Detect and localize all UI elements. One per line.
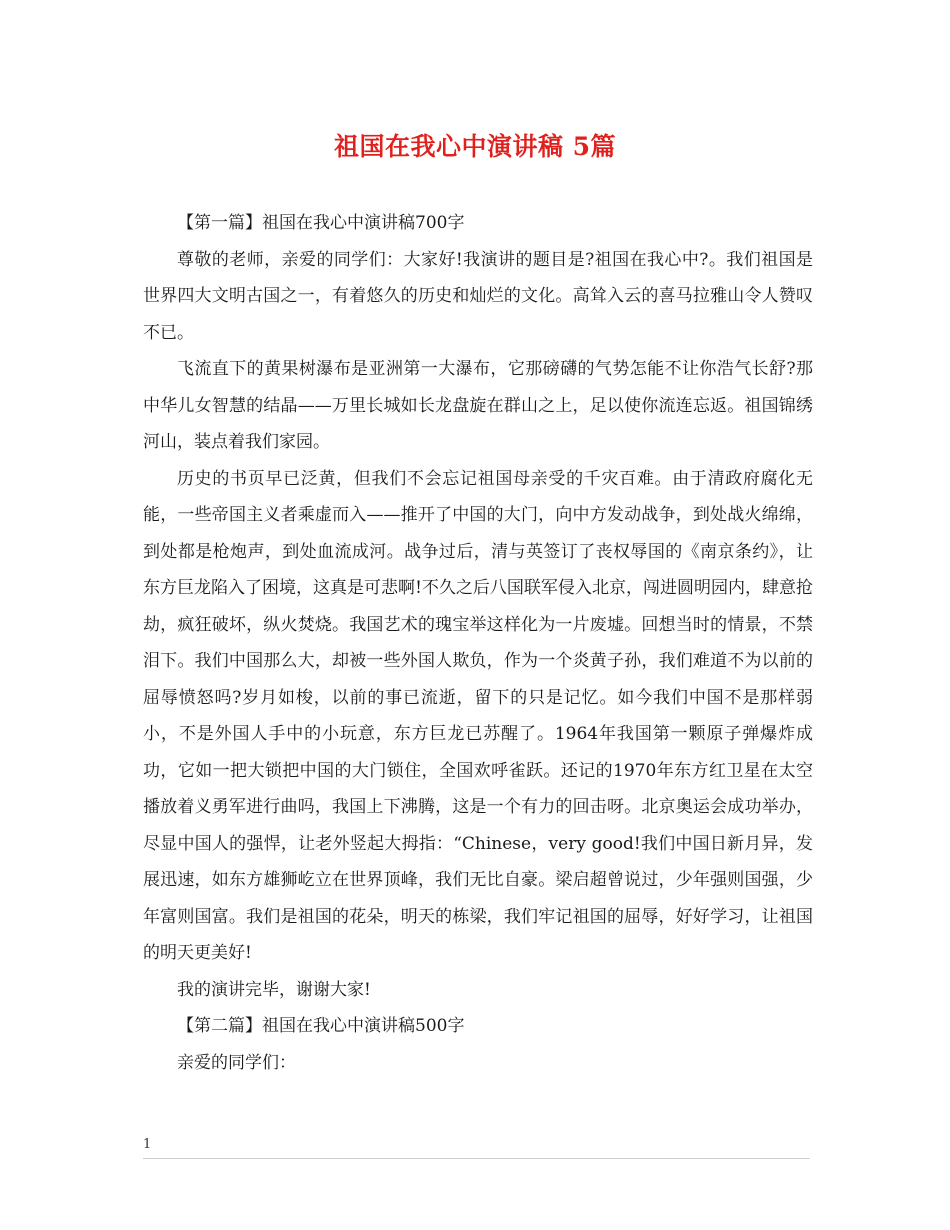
document-body	[143, 205, 813, 1081]
section-heading-2: 【第二篇】祖国在我心中演讲稿500字	[177, 1016, 465, 1036]
paragraph: 尊敬的老师，亲爱的同学们：大家好!我演讲的题目是?祖国在我心中?。我们祖国是世界四大文明古国之一，有着悠久的历史和灿烂的文化。高耸入云的喜马拉雅山令人赞叹不已。	[143, 249, 813, 343]
paragraph: 亲爱的同学们：	[177, 1052, 296, 1073]
paragraph: 历史的书页早已泛黄，但我们不会忘记祖国母亲受的千灾百难。由于清政府腐化无能，一些帝国主义者乘虚而入——推开了中国的大门，向中方发动战争，到处战火绵绵，到处都是枪炮声，到处血流成河。战争过后，清与英签订了丧权辱国的《南京条约》，让东方巨龙陷入了困境，这真是可悲啊!不久之后八国联军侵入北京，闯进圆明园内，肆意抢劫，疯狂破坏，纵火焚烧。我国艺术的瑰宝举这样化为一片废墟。回想当时的情景，不禁泪下。我们中国那么大，却被一些外国人欺负，作为一个炎黄子孙，我们难道不为以前的屈辱愤怒吗?岁月如梭，以前的事已流逝，留下的只是记忆。如今我们中国不是那样弱小，不是外国人手中的小玩意，东方巨龙已苏醒了。1964年我国第一颗原子弹爆炸成功，它如一把大锁把中国的大门锁住，全国欢呼雀跃。还记的1970年东方红卫星在太空播放着义勇军进行曲吗，我国上下沸腾，这是一个有力的回击呀。北京奥运会成功举办，尽显中国人的强悍，让老外竖起大拇指：“Chinese，very good!我们中国日新月异，发展迅速，如东方雄狮屹立在世界顶峰，我们无比自豪。梁启超曾说过，少年强则国强，少年富则国富。我们是祖国的花朵，明天的栋梁，我们牢记祖国的屈辱，好好学习，让祖国的明天更美好!	[143, 468, 813, 963]
section-heading-1: 【第一篇】祖国在我心中演讲稿700字	[177, 213, 465, 233]
document-title: 祖国在我心中演讲稿 5篇	[333, 132, 617, 161]
page-number: 1	[143, 1137, 152, 1152]
paragraph: 我的演讲完毕，谢谢大家!	[177, 979, 371, 1000]
paragraph: 飞流直下的黄果树瀑布是亚洲第一大瀑布，它那磅礴的气势怎能不让你浩气长舒?那中华儿女智慧的结晶——万里长城如长龙盘旋在群山之上，足以使你流连忘返。祖国锦绣河山，装点着我们家园。	[143, 359, 813, 452]
footer-divider	[143, 1158, 810, 1159]
